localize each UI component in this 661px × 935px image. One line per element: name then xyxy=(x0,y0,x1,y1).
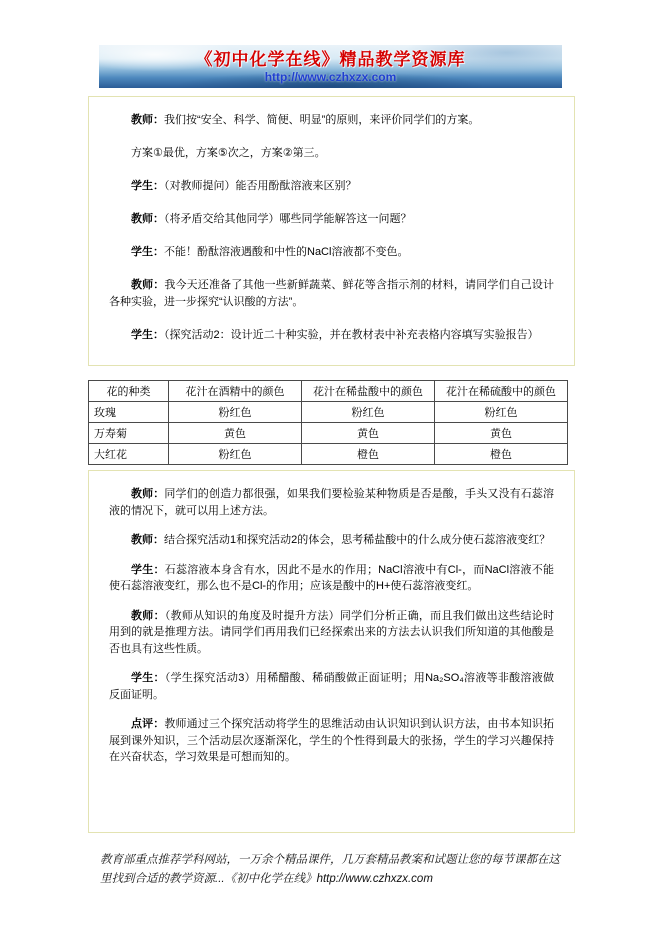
footer-text: 教育部重点推荐学科网站，一万余个精品课件，几万套精品教案和试题让您的每节课都在这里找到合适的教学资源...《初中化学在线》 xyxy=(100,854,560,885)
paragraph-text: 石蕊溶液本身含有水，因此不是水的作用；NaCl溶液中有Cl-，而NaCl溶液不能使石蕊溶液变红，那么也不是Cl-的作用；应该是酸中的H+使石蕊溶液变红。 xyxy=(109,563,554,592)
paragraph-text: 结合探究活动1和探究活动2的体会，思考稀盐酸中的什么成分使石蕊溶液变红？ xyxy=(164,534,551,546)
speaker-label: 教师： xyxy=(131,114,164,126)
dialogue-paragraph xyxy=(109,670,554,703)
paragraph-text: 不能！酚酞溶液遇酸和中性的NaCl溶液都不变色。 xyxy=(164,246,409,258)
table-cell: 粉红色 xyxy=(435,402,568,423)
table-cell-flower: 万寿菊 xyxy=(89,423,169,444)
table-header-cell: 花汁在酒精中的颜色 xyxy=(169,381,302,402)
speaker-label: 学生： xyxy=(131,672,165,684)
paragraph-text: 同学们的创造力都很强，如果我们要检验某种物质是否是酸，手头又没有石蕊溶液的情况下，就可以用上述方法。 xyxy=(109,488,554,517)
dialogue-paragraph xyxy=(109,145,554,162)
banner-title: 《初中化学在线》精品教学资源库 xyxy=(195,50,466,70)
speaker-label: 教师： xyxy=(131,534,164,546)
table-header-cell: 花的种类 xyxy=(89,381,169,402)
dialogue-paragraph xyxy=(109,277,554,311)
paragraph-text: （教师从知识的角度及时提升方法）同学们分析正确，而且我们做出这些结论时用到的就是推理方法。请同学们再用我们已经探索出来的方法去认识我们所知道的其他酸是否也具有这些性质。 xyxy=(109,609,555,655)
speaker-label: 教师： xyxy=(131,609,165,622)
table-cell: 黄色 xyxy=(169,423,302,444)
speaker-label: 教师： xyxy=(131,279,165,291)
footer-url-link[interactable]: http://www.czhxzx.com xyxy=(316,873,433,885)
dialogue-box-2 xyxy=(88,470,575,833)
paragraph-text: （将矛盾交给其他同学）哪些同学能解答这一问题？ xyxy=(164,213,412,225)
dialogue-paragraph xyxy=(109,211,554,228)
flower-color-table xyxy=(88,380,568,465)
banner-url-link[interactable]: http://www.czhxzx.com xyxy=(264,69,397,84)
table-header-cell: 花汁在稀盐酸中的颜色 xyxy=(302,381,435,402)
paragraph-text: 教师通过三个探究活动将学生的思维活动由认识知识到认识方法，由书本知识拓展到课外知识，三个活动层次逐渐深化，学生的个性得到最大的张扬，学生的学习兴趣保持在兴奋状态，学习效果是可想而知的。 xyxy=(109,718,554,763)
paragraph-text: 方案①最优，方案⑤次之，方案②第三。 xyxy=(131,147,326,159)
dialogue-paragraph xyxy=(109,327,554,344)
dialogue-paragraph xyxy=(109,608,554,658)
site-banner xyxy=(99,45,562,88)
dialogue-paragraph xyxy=(109,532,554,549)
dialogue-paragraph xyxy=(109,244,554,261)
table-cell-flower: 大红花 xyxy=(89,444,169,465)
table-header-cell: 花汁在稀硫酸中的颜色 xyxy=(435,381,568,402)
table-cell: 橙色 xyxy=(302,444,435,465)
table-cell: 粉红色 xyxy=(302,402,435,423)
speaker-label: 点评： xyxy=(131,718,165,730)
paragraph-text: （对教师提问）能否用酚酞溶液来区别？ xyxy=(164,180,357,192)
dialogue-paragraph xyxy=(109,562,554,595)
table-cell: 黄色 xyxy=(435,423,568,444)
paragraph-text: 我今天还准备了其他一些新鲜蔬菜、鲜花等含指示剂的材料，请同学们自己设计各种实验，进一步探究“认识酸的方法”。 xyxy=(109,279,554,308)
table-cell-flower: 玫瑰 xyxy=(89,402,169,423)
dialogue-box-1 xyxy=(88,96,575,366)
table-cell: 粉红色 xyxy=(169,402,302,423)
review-paragraph xyxy=(109,716,554,766)
page-footer xyxy=(100,851,560,889)
table-cell: 粉红色 xyxy=(169,444,302,465)
dialogue-paragraph xyxy=(109,112,554,129)
table-row xyxy=(89,402,568,423)
speaker-label: 教师： xyxy=(131,213,164,225)
speaker-label: 学生： xyxy=(131,563,165,576)
speaker-label: 学生： xyxy=(131,246,164,258)
paragraph-text: （学生探究活动3）用稀醋酸、稀硝酸做正面证明；用Na₂SO₄溶液等非酸溶液做反面证明。 xyxy=(109,672,554,701)
table-header-row xyxy=(89,381,568,402)
paragraph-text: （探究活动2：设计近二十种实验，并在教材表中补充表格内容填写实验报告） xyxy=(164,329,539,341)
table-row xyxy=(89,444,568,465)
table-cell: 橙色 xyxy=(435,444,568,465)
speaker-label: 教师： xyxy=(131,488,165,500)
speaker-label: 学生： xyxy=(131,180,164,192)
table-cell: 黄色 xyxy=(302,423,435,444)
dialogue-paragraph xyxy=(109,486,554,519)
speaker-label: 学生： xyxy=(131,329,164,341)
paragraph-text: 我们按“安全、科学、简便、明显”的原则，来评价同学们的方案。 xyxy=(164,114,480,126)
table-row xyxy=(89,423,568,444)
dialogue-paragraph xyxy=(109,178,554,195)
